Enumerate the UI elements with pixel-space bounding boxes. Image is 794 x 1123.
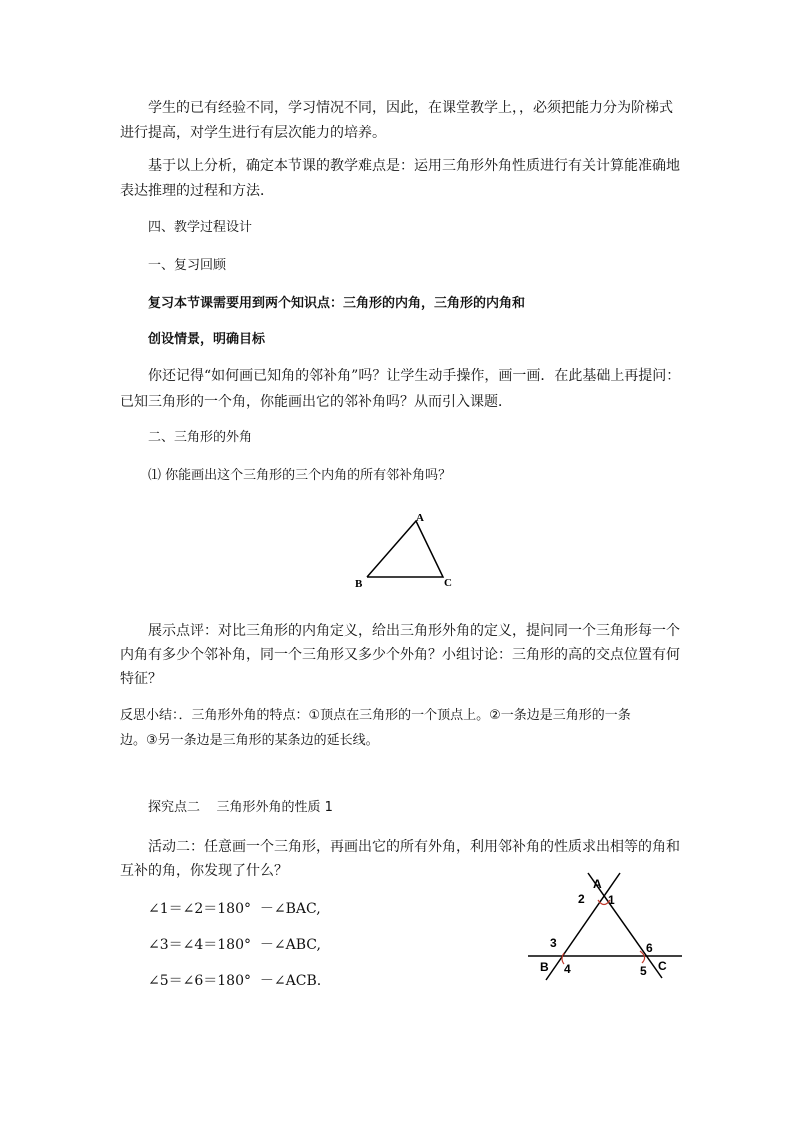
vertex-label-a: A [593, 877, 602, 891]
side-ab-extended [546, 873, 620, 980]
vertex-label-b: B [355, 578, 363, 590]
para4-line2: 内角有多少个邻补角，同一个三角形又多少个外角？小组讨论：三角形的高的交点位置有何 [120, 647, 680, 663]
exterior-angles-figure [520, 865, 690, 990]
equation-2: ∠3＝∠4＝180° －∠ABC, [148, 937, 321, 953]
equation-1: ∠1＝∠2＝180° －∠BAC, [148, 901, 321, 917]
para1-line2: 进行提高，对学生进行有层次能力的培养。 [120, 125, 386, 141]
triangle-abc-figure [350, 505, 460, 590]
heading-review: 一、复习回顾 [148, 258, 227, 273]
question-1: ⑴ 你能画出这个三角形的三个内角的所有邻补角吗？ [148, 468, 452, 483]
para3-line2: 已知三角形的一个角，你能画出它的邻补角吗？从而引入课题． [120, 394, 512, 410]
equation-3: ∠5＝∠6＝180° －∠ACB. [148, 973, 322, 989]
reflection-line2: 边。③另一条边是三角形的某条边的延长线。 [120, 733, 379, 748]
activity2-line2: 互补的角，你发现了什么？ [120, 863, 288, 879]
angle-label-4: 4 [564, 962, 571, 976]
para4-line3: 特征？ [120, 671, 162, 687]
review-text: 复习本节课需要用到两个知识点：三角形的内角，三角形的内角和 [148, 296, 526, 311]
reflection-line1: 反思小结：．三角形外角的特点：①顶点在三角形的一个顶点上。②一条边是三角形的一条 [120, 708, 631, 723]
triangle-abc-outline [367, 521, 443, 577]
heading-teaching-design: 四、教学过程设计 [148, 220, 253, 235]
angle-label-3: 3 [550, 936, 557, 950]
explore-point-2: 探究点二 三角形外角的性质 1 [148, 800, 333, 815]
para1-line1: 学生的已有经验不同，学习情况不同，因此，在课堂教学上，，必须把能力分为阶梯式 [148, 100, 673, 116]
vertex-label-b: B [540, 960, 549, 974]
para4-line1: 展示点评：对比三角形的内角定义，给出三角形外角的定义，提问同一个三角形每一个 [148, 623, 680, 639]
para2-line1: 基于以上分析，确定本节课的教学难点是：运用三角形外角性质进行有关计算能准确地 [148, 158, 680, 174]
angle-label-5: 5 [640, 964, 647, 978]
vertex-label-c: C [658, 959, 667, 973]
vertex-label-c: C [444, 577, 452, 589]
para3-line1: 你还记得“如何画已知角的邻补角”吗？让学生动手操作，画一画．在此基础上再提问： [148, 368, 681, 384]
vertex-label-a: A [416, 512, 424, 524]
para2-line2: 表达推理的过程和方法． [120, 183, 274, 199]
activity2-line1: 活动二：任意画一个三角形，再画出它的所有外角，利用邻补角的性质求出相等的角和 [148, 839, 680, 855]
angle-label-6: 6 [646, 941, 653, 955]
scenario-heading: 创设情景，明确目标 [148, 332, 266, 347]
heading-exterior-angle: 二、三角形的外角 [148, 430, 253, 445]
angle-label-1: 1 [608, 893, 615, 907]
angle-label-2: 2 [578, 892, 585, 906]
